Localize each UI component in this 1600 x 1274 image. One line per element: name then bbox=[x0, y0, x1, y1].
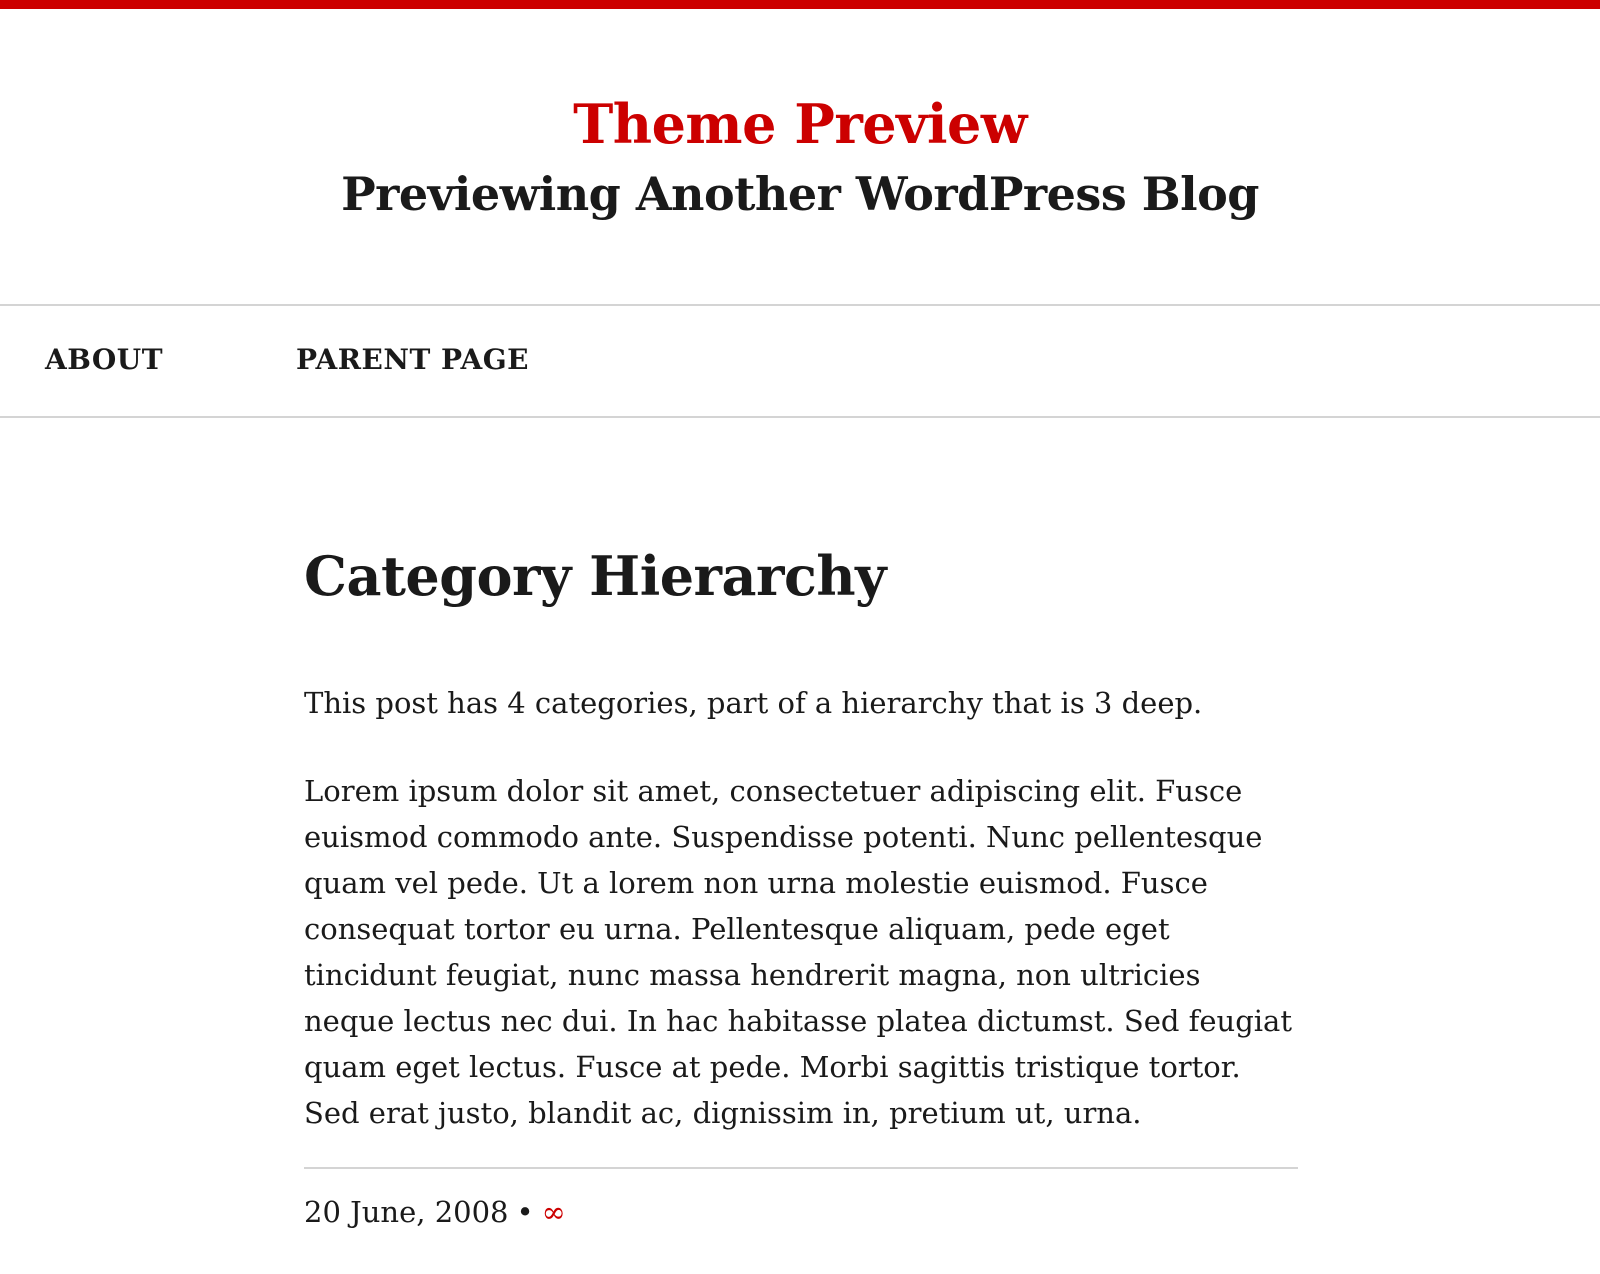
permalink-icon[interactable]: ∞ bbox=[541, 1195, 566, 1229]
main-navigation bbox=[0, 304, 1600, 418]
post-paragraph-body: Lorem ipsum dolor sit amet, consectetuer adipiscing elit. Fusce euismod commodo ante. Suspendisse potenti. Nunc pellentesque quam vel pede. Ut a lorem non urna molestie euismod. Fusce consequat tortor eu urna. Pellentesque aliquam, pede eget tincidunt feugiat, nunc massa hendrerit magna, non ultricies neque lectus nec dui. In hac habitasse platea dictumst. Sed feugiat quam eget lectus. Fusce at pede. Morbi sagittis tristique tortor. Sed erat justo, blandit ac, dignissim in, pretium ut, urna. bbox=[304, 774, 1292, 1130]
nav-item-parent-page[interactable]: PARENT PAGE bbox=[296, 343, 530, 376]
top-accent-bar bbox=[0, 0, 1600, 9]
post-date: 20 June, 2008 bbox=[304, 1195, 509, 1229]
post-title[interactable]: Category Hierarchy bbox=[304, 544, 886, 608]
meta-separator: • bbox=[516, 1195, 534, 1229]
post bbox=[304, 540, 1298, 1130]
site-header bbox=[0, 9, 1600, 305]
post-meta bbox=[304, 1167, 1298, 1235]
site-title-link[interactable]: Theme Preview bbox=[573, 92, 1027, 156]
nav-item-about[interactable]: ABOUT bbox=[45, 343, 164, 376]
site-description: Previewing Another WordPress Blog bbox=[341, 167, 1259, 221]
post-paragraph-intro: This post has 4 categories, part of a hierarchy that is 3 deep. bbox=[304, 686, 1203, 720]
post-content bbox=[304, 680, 1298, 1178]
